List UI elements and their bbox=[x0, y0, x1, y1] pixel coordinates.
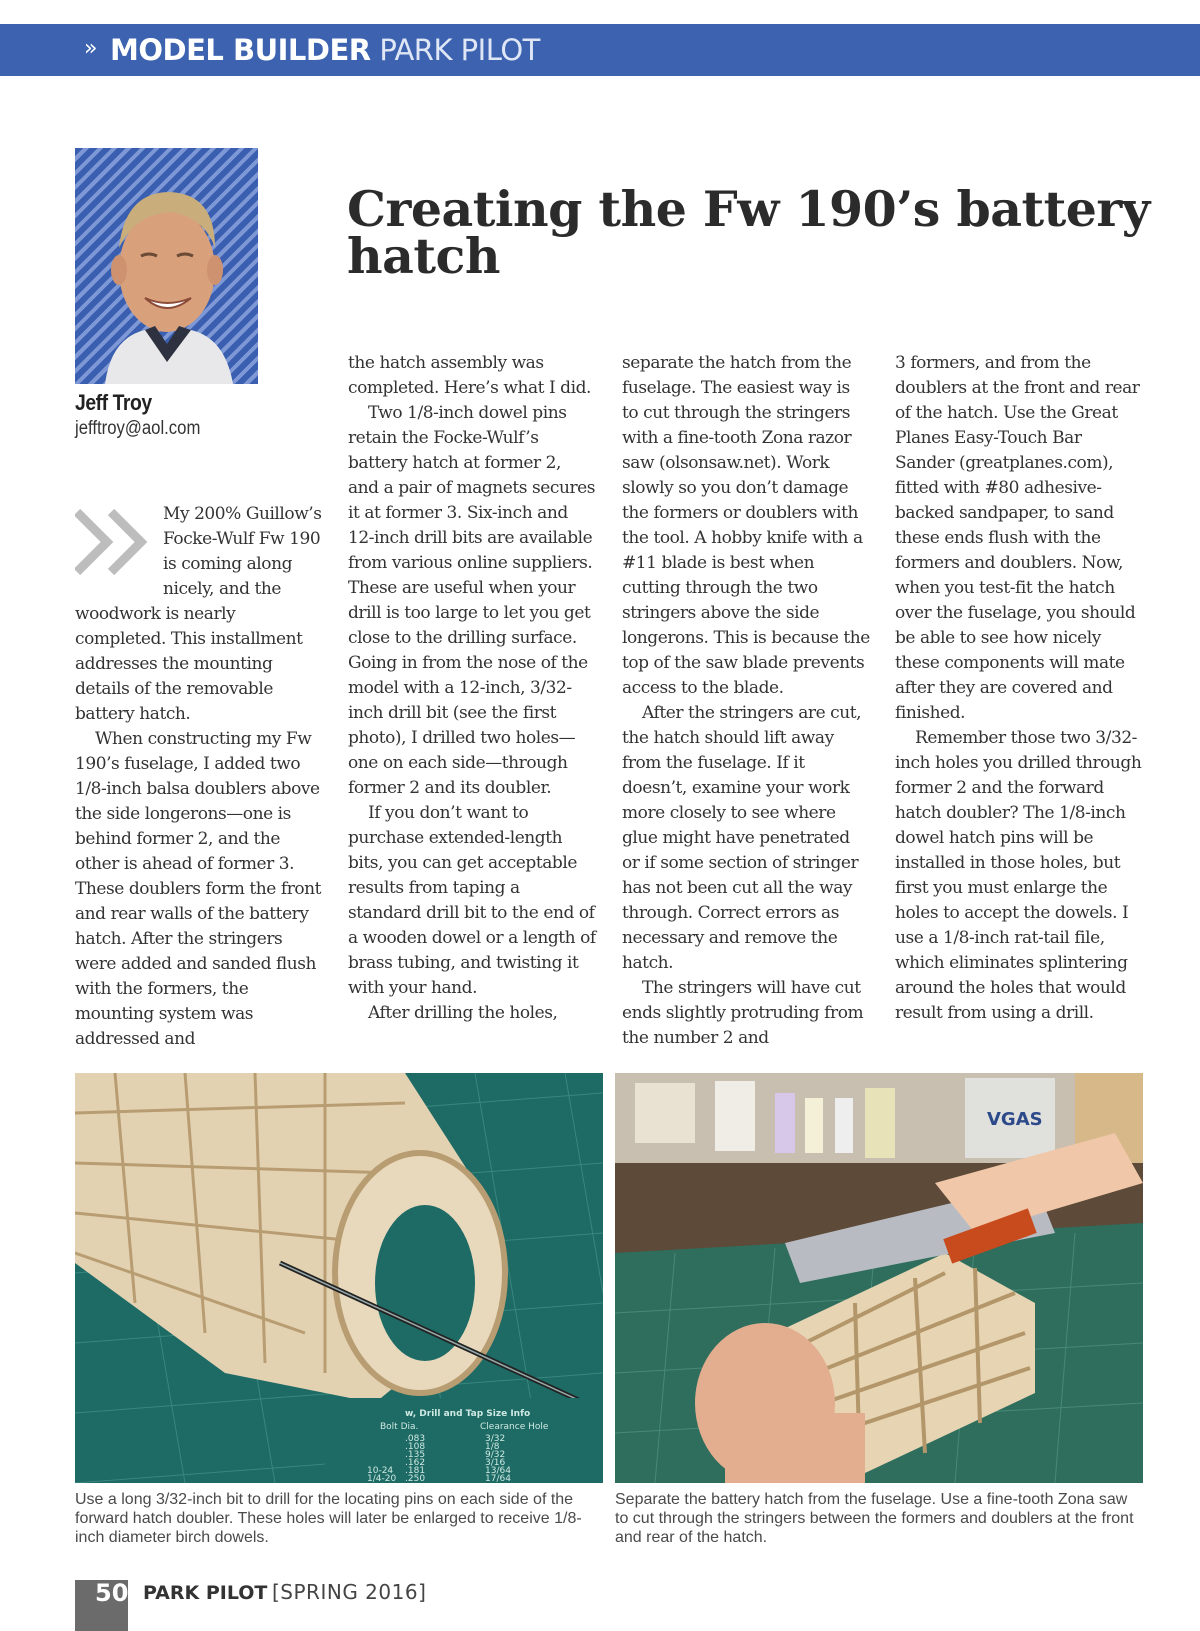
body-column-3 bbox=[622, 351, 870, 1051]
photo-caption-1: Use a long 3/32-inch bit to drill for the locating pins on each side of the forward hatch doubler. These holes will later be enlarged to receive 1/8-inch diameter birch dowels. bbox=[75, 1491, 582, 1546]
paragraph: After the stringers are cut, the hatch should lift away from the fuselage. If it doesn’t, examine your work more closely to see where glue might have penetrated or if some section of stringer has not been cut all the way through. Correct errors as necessary and remove the hatch. bbox=[622, 703, 862, 973]
chart-text: .083 bbox=[405, 1434, 426, 1444]
chart-text: 3/32 bbox=[485, 1434, 506, 1444]
paragraph: 3 formers, and from the doublers at the front and rear of the hatch. Use the Great Planes Easy-Touch Bar Sander (greatplanes.com), fitted with #80 adhesive-backed sandpaper, to sand these ends flush with the formers and doublers. Now, when you test-fit the hatch over the fuselage, you should be able to see how nicely these components will mate after they are covered and finished. bbox=[895, 353, 1140, 723]
author-photo bbox=[75, 148, 258, 384]
chart-text: .250 bbox=[405, 1474, 426, 1483]
page-number: 50 bbox=[95, 1579, 129, 1607]
chart-text: 13/64 bbox=[485, 1466, 511, 1476]
paragraph: My 200% Guillow’s Focke-Wulf Fw 190 is coming along nicely, and the woodwork is nearly completed. This installment addresses the mounting details of the removable battery hatch. bbox=[75, 504, 322, 724]
body-column-1 bbox=[75, 502, 323, 1052]
double-chevron-icon: » bbox=[84, 36, 98, 61]
chart-text: 9/32 bbox=[485, 1450, 506, 1460]
chart-text: 1/4-20 bbox=[367, 1474, 397, 1483]
chart-text: 17/64 bbox=[485, 1474, 511, 1483]
author-name: Jeff Troy bbox=[75, 390, 152, 415]
paragraph: separate the hatch from the fuselage. The easiest way is to cut through the stringers with a fine-tooth Zona razor saw (olsonsaw.net). Work slowly so you don’t damage the formers or doublers with the tool. A hobby knife with a #11 blade is best when cutting through the two stringers above the side longerons. This is because the top of the saw blade prevents access to the blade. bbox=[622, 353, 870, 698]
photo-drilling-former bbox=[75, 1073, 603, 1483]
body-column-2 bbox=[348, 351, 596, 1026]
paragraph: When constructing my Fw 190’s fuselage, I added two 1/8-inch balsa doublers above the side longerons—one is behind former 2, and the other is ahead of former 3. These doublers form the front and rear walls of the battery hatch. After the stringers were added and sanded flush with the formers, the mounting system was addressed and bbox=[75, 729, 322, 1049]
chart-text: .108 bbox=[405, 1442, 426, 1452]
chart-text: .181 bbox=[405, 1466, 426, 1476]
magazine-name: PARK PILOT bbox=[143, 1582, 268, 1604]
chart-text: 3/16 bbox=[485, 1458, 506, 1468]
chart-header-text: w, Drill and Tap Size Info bbox=[405, 1409, 531, 1419]
chart-text: .135 bbox=[405, 1450, 426, 1460]
author-email[interactable]: jefftroy@aol.com bbox=[75, 418, 201, 439]
chart-text: 10-24 bbox=[367, 1466, 394, 1476]
section-label-light: PARK PILOT bbox=[379, 33, 540, 67]
paragraph: Two 1/8-inch dowel pins retain the Focke-Wulf’s battery hatch at former 2, and a pair of magnets secures it at former 3. Six-inch and 12-inch drill bits are available from various online suppliers. These are useful when your drill is too large to let you get close to the drilling surface. Going in from the nose of the model with a 12-inch, 3/32-inch drill bit (see the first photo), I drilled two holes—one on each side—through former 2 and its doubler. bbox=[348, 403, 596, 798]
paragraph: The stringers will have cut ends slightly protruding from the number 2 and bbox=[622, 978, 864, 1048]
photo-sawing-hatch bbox=[615, 1073, 1143, 1483]
drop-chevron-icon bbox=[75, 504, 157, 580]
chart-text: .162 bbox=[405, 1458, 426, 1468]
chart-text: 1/8 bbox=[485, 1442, 500, 1452]
paragraph: If you don’t want to purchase extended-length bits, you can get acceptable results from taping a standard drill bit to the end of a wooden dowel or a length of brass tubing, and twisting it with your hand. bbox=[348, 803, 596, 998]
issue-label: [SPRING 2016] bbox=[272, 1580, 427, 1604]
paragraph: Remember those two 3/32-inch holes you drilled through former 2 and the forward hatch doubler? The 1/8-inch dowel hatch pins will be installed in those holes, but first you must enlarge the holes to accept the dowels. I use a 1/8-inch rat-tail file, which eliminates splintering around the holes that would result from using a drill. bbox=[895, 728, 1142, 1023]
section-label-strong: MODEL BUILDER bbox=[110, 33, 371, 67]
section-label bbox=[110, 32, 540, 68]
paragraph: After drilling the holes, bbox=[368, 1003, 558, 1023]
paragraph: the hatch assembly was completed. Here’s what I did. bbox=[348, 353, 591, 398]
chart-text: Clearance Hole bbox=[480, 1422, 549, 1432]
article-title: Creating the Fw 190’s battery hatch bbox=[347, 180, 1150, 285]
bottle-label: VGAS bbox=[987, 1109, 1043, 1130]
body-column-4 bbox=[895, 351, 1143, 1026]
chart-text: Bolt Dia. bbox=[380, 1422, 419, 1432]
section-banner bbox=[0, 24, 1200, 76]
photo-caption-2: Separate the battery hatch from the fuselage. Use a fine-tooth Zona saw to cut through the stringers between the formers and doublers at the front and rear of the hatch. bbox=[615, 1491, 1134, 1546]
